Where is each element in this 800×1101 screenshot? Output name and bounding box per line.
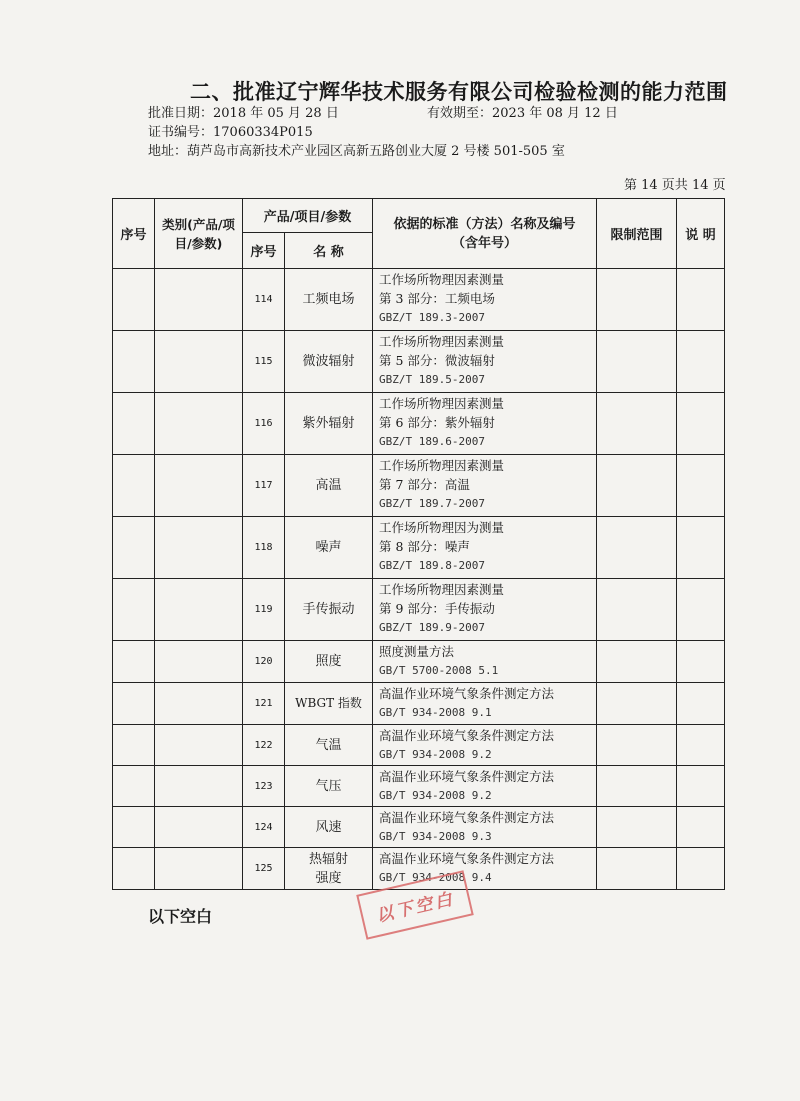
standard-code: GBZ/T 189.9-2007 bbox=[379, 621, 485, 634]
header-standard: 依据的标准（方法）名称及编号（含年号） bbox=[373, 199, 597, 269]
row-name: 噪声 bbox=[285, 517, 373, 579]
standard-code: GBZ/T 189.3-2007 bbox=[379, 311, 485, 324]
table-row bbox=[113, 579, 725, 641]
table-row bbox=[113, 269, 725, 331]
header-sub-name: 名 称 bbox=[285, 233, 373, 269]
standard-title: 高温作业环境气象条件测定方法 bbox=[379, 851, 555, 866]
standard-code: GBZ/T 189.7-2007 bbox=[379, 497, 485, 510]
row-number: 123 bbox=[243, 766, 285, 807]
approval-date: 批准日期：2018 年 05 月 28 日 bbox=[148, 106, 339, 121]
table-row bbox=[113, 393, 725, 455]
row-number: 116 bbox=[243, 393, 285, 455]
standard-code: GB/T 934-2008 9.1 bbox=[379, 706, 492, 719]
row-number: 115 bbox=[243, 331, 285, 393]
document-title: 二、批准辽宁辉华技术服务有限公司检验检测的能力范围 bbox=[190, 80, 728, 104]
row-name: 高温 bbox=[285, 455, 373, 517]
row-name: 照度 bbox=[285, 641, 373, 683]
address: 地址：葫芦岛市高新技术产业园区高新五路创业大厦 2 号楼 501-505 室 bbox=[148, 144, 565, 159]
row-name: 热辐射强度 bbox=[285, 848, 373, 890]
standard-title: 工作场所物理因素测量 bbox=[379, 458, 505, 473]
standard-code: GB/T 934-2008 9.4 bbox=[379, 871, 492, 884]
row-number: 122 bbox=[243, 725, 285, 766]
standard-part: 第 9 部分：手传振动 bbox=[379, 601, 495, 616]
row-name: 工频电场 bbox=[285, 269, 373, 331]
standard-code: GB/T 5700-2008 5.1 bbox=[379, 664, 499, 677]
row-name: 风速 bbox=[285, 807, 373, 848]
capability-table bbox=[112, 198, 725, 890]
standard-code: GBZ/T 189.8-2007 bbox=[379, 559, 485, 572]
header-product-group: 产品/项目/参数 bbox=[243, 199, 373, 233]
standard-part: 第 5 部分：微波辐射 bbox=[379, 353, 495, 368]
row-number: 124 bbox=[243, 807, 285, 848]
standard-title: 工作场所物理因素测量 bbox=[379, 272, 505, 287]
standard-code: GBZ/T 189.5-2007 bbox=[379, 373, 485, 386]
table-row bbox=[113, 683, 725, 725]
standard-part: 第 8 部分：噪声 bbox=[379, 539, 470, 554]
blank-below-stamp: 以下空白 bbox=[356, 870, 474, 940]
valid-until: 有效期至：2023 年 08 月 12 日 bbox=[427, 106, 618, 121]
row-name: 气温 bbox=[285, 725, 373, 766]
row-name: 紫外辐射 bbox=[285, 393, 373, 455]
row-number: 125 bbox=[243, 848, 285, 890]
standard-code: GBZ/T 189.6-2007 bbox=[379, 435, 485, 448]
standard-title: 工作场所物理因为测量 bbox=[379, 520, 505, 535]
table-row bbox=[113, 517, 725, 579]
row-number: 121 bbox=[243, 683, 285, 725]
row-name: 手传振动 bbox=[285, 579, 373, 641]
header-seq: 序号 bbox=[113, 199, 155, 269]
header-limit: 限制范围 bbox=[597, 199, 677, 269]
certificate-number: 证书编号：17060334P015 bbox=[148, 125, 313, 140]
row-number: 114 bbox=[243, 269, 285, 331]
standard-code: GB/T 934-2008 9.2 bbox=[379, 789, 492, 802]
row-number: 120 bbox=[243, 641, 285, 683]
standard-title: 工作场所物理因素测量 bbox=[379, 334, 505, 349]
standard-part: 第 6 部分：紫外辐射 bbox=[379, 415, 495, 430]
standard-part: 第 7 部分：高温 bbox=[379, 477, 470, 492]
standard-title: 高温作业环境气象条件测定方法 bbox=[379, 769, 555, 784]
blank-below-note: 以下空白 bbox=[148, 907, 213, 926]
row-name: 气压 bbox=[285, 766, 373, 807]
row-number: 117 bbox=[243, 455, 285, 517]
row-number: 119 bbox=[243, 579, 285, 641]
standard-title: 高温作业环境气象条件测定方法 bbox=[379, 810, 555, 825]
standard-title: 照度测量方法 bbox=[379, 644, 455, 659]
table-row bbox=[113, 455, 725, 517]
header-category: 类别(产品/项目/参数) bbox=[155, 199, 243, 269]
standard-code: GB/T 934-2008 9.3 bbox=[379, 830, 492, 843]
page-number: 第 14 页共 14 页 bbox=[624, 178, 726, 193]
standard-title: 高温作业环境气象条件测定方法 bbox=[379, 728, 555, 743]
standard-part: 第 3 部分：工频电场 bbox=[379, 291, 495, 306]
header-note: 说 明 bbox=[677, 199, 725, 269]
table-row bbox=[113, 641, 725, 683]
row-number: 118 bbox=[243, 517, 285, 579]
table-row bbox=[113, 766, 725, 807]
standard-title: 工作场所物理因素测量 bbox=[379, 396, 505, 411]
row-name: WBGT 指数 bbox=[285, 683, 373, 725]
row-name: 微波辐射 bbox=[285, 331, 373, 393]
table-row bbox=[113, 331, 725, 393]
table-row bbox=[113, 725, 725, 766]
table-row bbox=[113, 807, 725, 848]
standard-code: GB/T 934-2008 9.2 bbox=[379, 748, 492, 761]
standard-title: 高温作业环境气象条件测定方法 bbox=[379, 686, 555, 701]
header-sub-seq: 序号 bbox=[243, 233, 285, 269]
standard-title: 工作场所物理因素测量 bbox=[379, 582, 505, 597]
